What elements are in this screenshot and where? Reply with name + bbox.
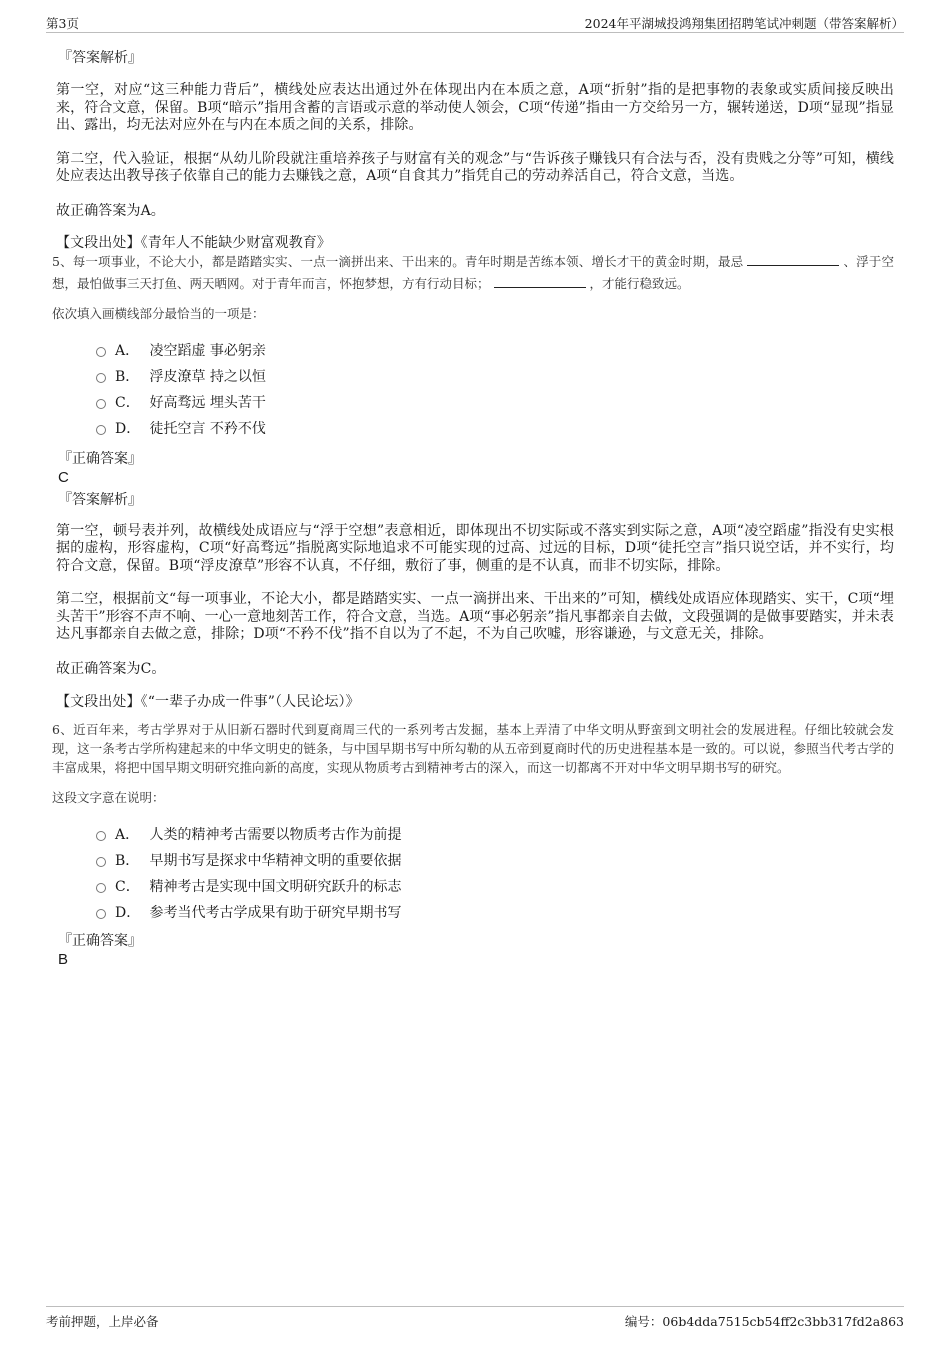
q5-option-c[interactable] <box>56 391 894 417</box>
option-letter: C． <box>115 878 140 895</box>
option-text: 人类的精神考古需要以物质考古作为前提 <box>149 826 402 843</box>
q5-stem-part-3: ，才能行稳致远。 <box>589 275 690 291</box>
option-text: 浮皮潦草 持之以恒 <box>149 368 266 385</box>
footer-slogan: 考前押题，上岸必备 <box>46 1314 159 1329</box>
q6-option-b[interactable] <box>56 849 894 875</box>
q5-analysis-para-2: 第二空，根据前文“每一项事业，不论大小，都是踏踏实实、一点一滴拼出来、干出来的”可知，横线处成语应体现踏实、实干，C项“埋头苦干”形容不声不响、一心一意地刻苦工作，符合文意，当选。A项“事必躬亲”指凡事都亲自去做，文段强调的是做事要踏实，并未表达凡事都亲自去做之意，排除；D项“不矜不伐”指不自以为了不起，不为自己吹嘘，形容谦逊，与文意无关，排除。 <box>56 591 894 642</box>
option-text: 精神考古是实现中国文明研究跃升的标志 <box>149 878 402 895</box>
q5-options <box>56 339 894 443</box>
option-letter: A． <box>115 342 140 359</box>
q5-option-b[interactable] <box>56 365 894 391</box>
option-text: 好高骛远 埋头苦干 <box>149 394 266 411</box>
radio-button[interactable] <box>96 909 106 919</box>
q5-blank-2 <box>494 275 586 288</box>
q5-blank-1 <box>747 253 839 266</box>
option-letter: D． <box>115 420 141 437</box>
option-letter: B． <box>115 852 140 869</box>
q5-option-d[interactable] <box>56 417 894 443</box>
q5-stem-part-2: 、浮于空想，最怕做事三天打鱼、两天晒网。对于青年而言，怀抱梦想，方有行动目标； <box>52 253 894 291</box>
q5-source: 【文段出处】《“一辈子办成一件事”（人民论坛）》 <box>56 694 360 710</box>
option-text: 参考当代考古学成果有助于研究早期书写 <box>149 904 402 921</box>
option-letter: B． <box>115 368 140 385</box>
q4-analysis-label: 『答案解析』 <box>58 50 142 66</box>
q6-option-a[interactable] <box>56 823 894 849</box>
q5-correct-label: 『正确答案』 <box>58 450 142 467</box>
option-text: 早期书写是探求中华精神文明的重要依据 <box>149 852 402 869</box>
q6-stem: 6、近百年来，考古学界对于从旧新石器时代到夏商周三代的一系列考古发掘，基本上弄清了中华文明从野蛮到文明社会的发展进程。仔细比较就会发现，这一条考古学所构建起来的中华文明史的链条，与中国早期书写中所勾勒的从五帝到夏商时代的历史进程基本是一致的。可以说，参照当代考古学的丰富成果，将把中国早期文明研究推向新的高度，实现从物质考古到精神考古的深入，而这一切都离不开对中华文明早期书写的研究。 <box>52 721 894 775</box>
page-content <box>52 48 894 968</box>
q5-stem-part-1: 5、每一项事业，不论大小，都是踏踏实实、一点一滴拼出来、干出来的。青年时期是苦练本领、增长才干的黄金时期，最忌 <box>52 253 744 269</box>
radio-button[interactable] <box>96 425 106 435</box>
q6-option-d[interactable] <box>56 901 894 927</box>
radio-button[interactable] <box>96 883 106 893</box>
radio-button[interactable] <box>96 831 106 841</box>
q6-correct-label: 『正确答案』 <box>58 932 142 949</box>
page-footer <box>46 1306 904 1331</box>
q4-source: 【文段出处】《青年人不能缺少财富观教育》 <box>56 235 331 251</box>
radio-button[interactable] <box>96 373 106 383</box>
option-text: 凌空蹈虚 事必躬亲 <box>149 342 266 359</box>
option-text: 徒托空言 不矜不伐 <box>149 420 266 437</box>
q5-correct-answer: C <box>58 468 69 486</box>
q5-stem <box>52 251 894 295</box>
q4-conclusion: 故正确答案为A。 <box>56 202 165 219</box>
q6-option-c[interactable] <box>56 875 894 901</box>
radio-button[interactable] <box>96 347 106 357</box>
page-number: 第3页 <box>46 16 79 31</box>
option-letter: D． <box>115 904 141 921</box>
option-letter: A． <box>115 826 140 843</box>
page-header <box>46 14 904 33</box>
radio-button[interactable] <box>96 857 106 867</box>
q5-prompt: 依次填入画横线部分最恰当的一项是： <box>52 305 265 321</box>
q4-analysis-para-1: 第一空，对应“这三种能力背后”，横线处应表达出通过外在体现出内在本质之意，A项“折射”指的是把事物的表象或实质间接反映出来，符合文意，保留。B项“暗示”指用含蓄的言语或示意的举动使人领会，C项“传递”指由一方交给另一方，辗转递送，D项“显现”指显出、露出，均无法对应外在与内在本质之间的关系，排除。 <box>56 82 894 133</box>
q5-analysis-label: 『答案解析』 <box>58 491 142 508</box>
q6-prompt: 这段文字意在说明： <box>52 789 165 805</box>
document-title: 2024年平湖城投鸿翔集团招聘笔试冲刺题（带答案解析） <box>584 16 904 31</box>
q6-options <box>56 823 894 927</box>
q5-option-a[interactable] <box>56 339 894 365</box>
q4-analysis-para-2: 第二空，代入验证，根据“从幼儿阶段就注重培养孩子与财富有关的观念”与“告诉孩子赚钱只有合法与否，没有贵贱之分等”可知，横线处应表达出教导孩子依靠自己的能力去赚钱之意，A项“自食其力”指凭自己的劳动养活自己，符合文意，当选。 <box>56 150 894 184</box>
option-letter: C． <box>115 394 140 411</box>
radio-button[interactable] <box>96 399 106 409</box>
document-code: 编号：06b4dda7515cb54ff2c3bb317fd2a863 <box>624 1314 904 1329</box>
q5-conclusion: 故正确答案为C。 <box>56 660 166 677</box>
q5-analysis-para-1: 第一空，顿号表并列，故横线处成语应与“浮于空想”表意相近，即体现出不切实际或不落实到实际之意，A项“凌空蹈虚”指没有史实根据的虚构，形容虚构，C项“好高骛远”指脱离实际地追求不可能实现的过高、过远的目标，D项“徒托空言”指只说空话，并不实行，均符合文意，保留。B项“浮皮潦草”形容不认真，不仔细，敷衍了事，侧重的是不认真，而非不切实际，排除。 <box>56 522 894 574</box>
q6-correct-answer: B <box>58 950 69 968</box>
